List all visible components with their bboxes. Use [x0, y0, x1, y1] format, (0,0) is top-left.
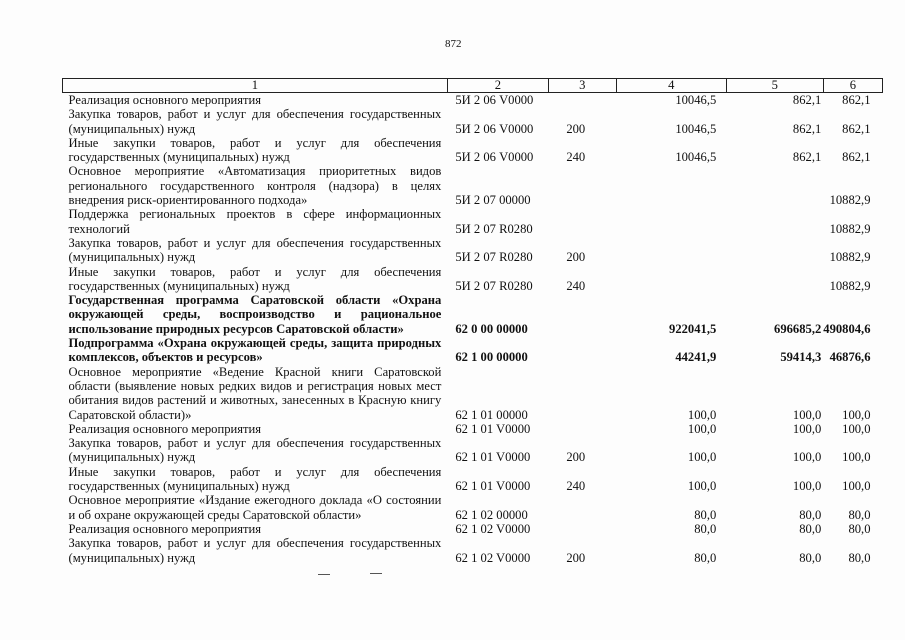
row-value-6: 10882,9	[829, 250, 871, 265]
table-row	[63, 336, 883, 365]
table-row	[63, 265, 883, 294]
header-col-2: 2	[447, 79, 548, 93]
row-name: Закупка товаров, работ и услуг для обеспечения государственных (муниципальных) нужд	[68, 235, 442, 265]
row-value-5: 80,0	[799, 550, 822, 565]
table-row	[63, 136, 883, 165]
row-value-6: 46876,6	[829, 350, 871, 365]
row-value-5: 80,0	[799, 507, 822, 522]
row-type: 200	[566, 121, 586, 136]
row-value-4: 100,0	[687, 407, 717, 422]
row-value-5: 100,0	[792, 450, 822, 465]
row-value-6: 80,0	[848, 521, 871, 536]
row-code: 62 1 02 V0000	[455, 550, 531, 565]
row-code: 5И 2 07 R0280	[455, 278, 533, 293]
row-value-5	[726, 265, 823, 294]
row-value-4: 10046,5	[675, 93, 717, 107]
table-row	[63, 536, 883, 565]
row-value-4: 10046,5	[675, 150, 717, 165]
row-code: 5И 2 07 R0280	[455, 221, 533, 236]
table-row	[63, 522, 883, 536]
row-value-5: 59414,3	[780, 350, 822, 365]
row-name: Подпрограмма «Охрана окружающей среды, защита природных комплексов, объектов и ресурсов»	[68, 336, 442, 365]
row-value-5: 100,0	[792, 421, 822, 436]
row-type: 200	[566, 550, 586, 565]
row-value-6: 10882,9	[829, 278, 871, 293]
row-type	[548, 365, 616, 422]
row-type	[548, 493, 616, 522]
row-value-5: 696685,2	[774, 321, 822, 336]
row-name: Реализация основного мероприятия	[68, 521, 262, 536]
row-value-6: 100,0	[842, 407, 871, 422]
row-value-6: 100,0	[842, 421, 871, 436]
row-type	[548, 93, 616, 108]
row-name: Реализация основного мероприятия	[68, 93, 262, 107]
row-name: Закупка товаров, работ и услуг для обеспечения государственных (муниципальных) нужд	[68, 536, 442, 565]
row-type	[548, 522, 616, 536]
table-row	[63, 465, 883, 494]
row-name: Основное мероприятие «Автоматизация приоритетных видов регионального государственного контроля (надзора) в целях внедрения риск-ориентированного подхода»	[68, 164, 442, 208]
table-row	[63, 164, 883, 207]
header-col-1: 1	[63, 79, 448, 93]
header-col-4: 4	[616, 79, 726, 93]
row-value-6: 10882,9	[829, 221, 871, 236]
row-type	[548, 336, 616, 365]
row-name: Закупка товаров, работ и услуг для обеспечения государственных (муниципальных) нужд	[68, 107, 442, 136]
row-name: Поддержка региональных проектов в сфере информационных технологий	[68, 207, 442, 236]
row-type: 240	[566, 278, 586, 293]
row-type: 200	[566, 450, 586, 465]
row-name: Государственная программа Саратовской области «Охрана окружающей среды, воспроизводство и рациональное использование природных ресурсов Саратовской области»	[68, 293, 442, 336]
table-row	[63, 207, 883, 236]
table-row	[63, 93, 883, 108]
row-type	[548, 293, 616, 336]
row-value-4: 100,0	[687, 479, 717, 494]
row-value-4	[616, 207, 726, 236]
page-number: 872	[445, 38, 462, 50]
row-value-6: 10882,9	[829, 193, 871, 208]
row-code: 62 1 01 V0000	[455, 479, 531, 494]
row-code: 62 1 02 V0000	[455, 521, 531, 536]
row-value-4	[616, 236, 726, 265]
row-value-5: 100,0	[792, 407, 822, 422]
row-value-6: 862,1	[842, 93, 871, 107]
header-row	[63, 79, 883, 93]
row-name: Основное мероприятие «Издание ежегодного доклада «О состоянии и об охране окружающей среды Саратовской области»	[68, 493, 442, 522]
row-type	[548, 207, 616, 236]
row-value-4: 100,0	[687, 421, 717, 436]
row-value-5: 862,1	[792, 150, 822, 165]
row-type: 240	[566, 479, 586, 494]
row-name: Иные закупки товаров, работ и услуг для обеспечения государственных (муниципальных) нужд	[68, 264, 442, 293]
table-row	[63, 422, 883, 436]
row-type: 240	[566, 150, 586, 165]
row-code: 5И 2 07 00000	[455, 193, 531, 208]
row-value-5	[726, 207, 823, 236]
row-value-4	[616, 265, 726, 294]
row-type	[548, 422, 616, 436]
row-value-5	[726, 164, 823, 207]
table-row	[63, 365, 883, 422]
row-code: 62 1 02 00000	[455, 507, 528, 522]
row-value-4: 80,0	[694, 507, 717, 522]
row-name: Иные закупки товаров, работ и услуг для обеспечения государственных (муниципальных) нужд	[68, 135, 442, 165]
row-type: 200	[566, 250, 586, 265]
header-col-6: 6	[823, 79, 882, 93]
row-value-4: 44241,9	[675, 350, 717, 365]
header-col-5: 5	[726, 79, 823, 93]
row-value-6: 100,0	[842, 479, 871, 494]
scan-mark	[318, 574, 330, 575]
row-value-4: 922041,5	[669, 321, 717, 336]
table-row	[63, 293, 883, 336]
budget-table	[62, 78, 883, 565]
row-value-4: 80,0	[694, 550, 717, 565]
row-value-4: 100,0	[687, 450, 717, 465]
row-value-5: 862,1	[792, 121, 822, 136]
row-value-6: 80,0	[848, 507, 871, 522]
row-name: Иные закупки товаров, работ и услуг для обеспечения государственных (муниципальных) нужд	[68, 464, 442, 494]
row-value-5: 100,0	[792, 479, 822, 494]
row-value-6: 862,1	[842, 150, 871, 165]
table-row	[63, 107, 883, 136]
row-type	[548, 164, 616, 207]
row-code: 62 0 00 00000	[455, 321, 528, 336]
row-code: 62 1 01 V0000	[455, 421, 531, 436]
row-code: 5И 2 07 R0280	[455, 250, 533, 265]
row-value-6: 80,0	[848, 550, 871, 565]
row-value-4: 10046,5	[675, 121, 717, 136]
row-code: 5И 2 06 V0000	[455, 150, 534, 165]
row-code: 62 1 01 00000	[455, 407, 528, 422]
row-value-6: 490804,6	[823, 321, 871, 336]
scan-mark	[370, 573, 382, 574]
header-col-3: 3	[548, 79, 616, 93]
row-value-5: 862,1	[792, 93, 822, 107]
row-value-4	[616, 164, 726, 207]
row-code: 5И 2 06 V0000	[455, 121, 534, 136]
row-name: Закупка товаров, работ и услуг для обеспечения государственных (муниципальных) нужд	[68, 436, 442, 465]
row-value-5: 80,0	[799, 521, 822, 536]
row-value-6: 862,1	[842, 121, 871, 136]
row-code: 5И 2 06 V0000	[455, 93, 534, 107]
row-value-4: 80,0	[694, 521, 717, 536]
row-name: Основное мероприятие «Ведение Красной книги Саратовской области (выявление новых редких видов и регистрация новых мест обитания видов растений и животных, занесенных в Красную книгу Саратовской области)»	[68, 364, 442, 422]
table-row	[63, 493, 883, 522]
row-name: Реализация основного мероприятия	[68, 421, 262, 436]
row-code: 62 1 00 00000	[455, 350, 528, 365]
row-code: 62 1 01 V0000	[455, 450, 531, 465]
row-value-6: 100,0	[842, 450, 871, 465]
table-row	[63, 236, 883, 265]
row-value-5	[726, 236, 823, 265]
table-row	[63, 436, 883, 465]
